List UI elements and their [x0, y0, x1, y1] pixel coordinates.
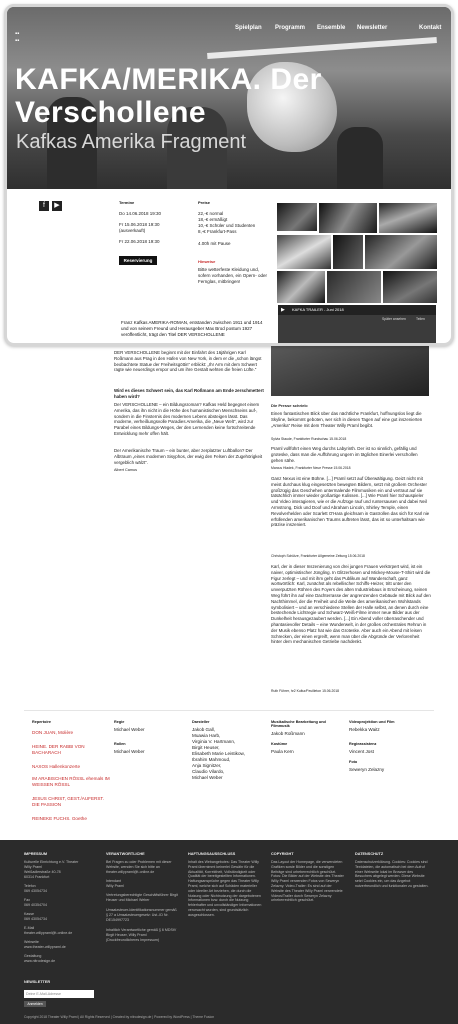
gallery-image[interactable] — [277, 235, 331, 269]
verantwortliche-text-4: Vertretungsberechtigte Geschäftsführer Birgit Heuser und Michael Weber — [106, 893, 178, 902]
hero-photo-figure — [337, 127, 383, 189]
regieassistenz-heading: Regieassistenz — [349, 742, 377, 746]
main-navigation — [7, 25, 451, 35]
impressum-line-2: Weißadlerstraße 40-78 — [24, 870, 61, 874]
musik-value: Jakob Roßmann — [271, 731, 305, 736]
gallery-image[interactable] — [319, 203, 377, 233]
musik-heading: Musikalische Bearbeitung und Filmmusik — [271, 720, 326, 728]
darsteller-6: Ibrahim Mahmoud, — [192, 757, 231, 762]
impressum-email[interactable]: theater.willypraml@t-online.de — [24, 931, 73, 935]
section-divider — [24, 710, 434, 711]
repertoire-item-heine[interactable]: HEINE. DER RABBI VON BACHARACH — [32, 744, 85, 755]
gallery-image[interactable] — [277, 203, 317, 231]
nav-item-spielplan[interactable]: Spielplan — [235, 25, 262, 31]
hero-banner — [7, 7, 451, 189]
press-quote-3: Ganz Nexus ist eine Bühne. [...] Praml setzt auf Überwältigung. Geizt nicht mit meist durchaus klug eingesetzten bewegten Bildern, setzt mit großem Orchester großzügig das Geschehen untermalende Filmmusiken ein und vertraut auf sie tatsächlich immer wieder großartige Kulissen. [...] Wie Praml hier Schauspieler und Video interagieren, wie er die Aufzüge rauf und runtersausen und dabei Neil Armstrong, Dick und Doof und Abraham Lincoln, Shirley Temple, einen Revolverhelden oder Scarlett O'Hara gleichsam in Gastrollen das sich für Karl nie erfüllenden amerikanischen Traums auftreten lässt, das ist so unterhaltsam wie präzise inszeniert. — [271, 476, 430, 528]
nav-item-newsletter[interactable]: Newsletter — [357, 25, 388, 31]
termin-date-3: Fr 22.06.2018 19:30 — [119, 239, 160, 244]
price-frankfurt-pass: 8,-€ Frankfurt-Pass — [198, 229, 237, 234]
impressum-line-7: 069 40354704 — [24, 903, 47, 907]
watch-later-label[interactable]: Später ansehen — [382, 317, 406, 321]
regie-heading: Regie — [114, 720, 125, 724]
impressum-line-9: 069 43054734 — [24, 917, 47, 921]
theater-logo-icon[interactable]: ▪▪ ▪▪ — [15, 31, 20, 44]
rollen-value: Michael Weber — [114, 749, 145, 754]
share-label[interactable]: Teilen — [416, 317, 425, 321]
darsteller-1: Jakob Gall, — [192, 727, 215, 732]
body-paragraph-2: Der VERSCHOLLENE – ein Bildungsroman? Kafkas Held begegnet einem Amerika, das ihn nicht in die Höhe des humanistischen Menschseins auf-, sondern in die Finsternis des modernen Lebens absteigen lässt. Das moderne, verheißungsvolle Paradies Amerika, die „Neue Welt“, wird zur Parabel eines Bildungs-Weges, der den Lernenden keine fortschreitende Entwicklung mehr offen hält. — [114, 402, 260, 436]
repertoire-heading: Repertoire — [32, 720, 51, 724]
darsteller-9: Michael Weber — [192, 775, 223, 780]
nav-item-ensemble[interactable]: Ensemble — [317, 25, 346, 31]
impressum-heading: IMPRESSUM — [24, 852, 47, 856]
price-reduced: 18,-€ ermäßigt — [198, 217, 228, 222]
photo-gallery — [277, 203, 437, 303]
repertoire-item-reineke[interactable]: REINEKE FUCHS. Goethe — [32, 816, 87, 821]
press-source-1: Sylvia Staude, Frankfurter Rundschau 15.06.2018 — [271, 437, 347, 441]
press-quote-4: Karl, der in dieser Inszenierung von drei jungen Frauen verkörpert wird, ist ein naiver, optimistischer Jüngling. In Glitzerhosen und Mickey-Mouse-T-Shirt wird die Figur zerlegt – und mit ihm geht das Publikum auf Wanderschaft, ganz wortwörtlich: Karl, zunächst als rebellischer Schiffs-Heizer, tritt unter den unverputzten Röhren des Foyers des alten Industriebaus in Erscheinung, seinen Weg führt ihn auf eine Dachterrasse der angrenzenden Gebäude mit Blick auf den Nachthimmel, der die Freiheit und die Weite des amerikanischen Wohlstands symbolisiert – und an verschiedene Stellen der Halle selbst, an denen durch eine bestechende Lichtregie und Schwarz-Weiß-Filme immer neue Bilder aus der Dunkelheit herausgezaubert werden. [...] Ein Abend voller überraschender und phantasievoller Details – eine Wunderwelt, in der großes orchestrales Rehrun in der Musik ebenso Platz hat wie das Groteske. Aber auch ein Abend mit leisen Schrecken, der einen ergreift, wenn man über die Abgründe der Verlorenheit hinter dem mechanischen Getriebe nachdenkt. — [271, 564, 431, 645]
video-player[interactable] — [278, 305, 436, 345]
copyright-heading: COPYRIGHT — [271, 852, 294, 856]
facebook-icon[interactable]: f — [39, 201, 49, 211]
video-heading: Videoprojektion und Film — [349, 720, 395, 724]
kostuem-value: Paula Kern — [271, 749, 294, 754]
verantwortliche-text-1: Bei Fragen zu oder Problemen mit dieser Website, wenden Sie sich bitte an theater.willypraml@t-online.de — [106, 860, 172, 874]
duration: 4.00h mit Pause — [198, 241, 231, 246]
haftung-text: Inhalt des Webangebotes: Das Theater Willy Praml übernimmt keinerlei Gewähr für die Aktualität, Korrektheit, Vollständigkeit oder Qualität der bereitgestellten Informationen. Haftungsansprüche gegen das Theater Willy Praml, welche sich auf Schäden materieller oder ideeller Art beziehen, die durch die Nutzung oder Nichtnutzung der dargebotenen Informationen bzw. durch die Nutzung fehlerhafter und unvollständiger Informationen verursacht wurden, sind grundsätzlich ausgeschlossen. — [188, 860, 262, 917]
youtube-icon[interactable]: ▶ — [52, 201, 62, 211]
impressum-line-8: Kasse — [24, 912, 34, 916]
impressum-line-4: Telefon — [24, 884, 36, 888]
tablet-viewport — [4, 4, 454, 346]
regie-value: Michael Weber — [114, 727, 145, 732]
darsteller-heading: Darsteller — [192, 720, 210, 724]
gallery-image[interactable] — [383, 271, 437, 303]
press-source-2: Marcus Hladek, Frankfurter Neue Presse 15.06.2018 — [271, 466, 351, 470]
darsteller-5: Elisabeth Marie Leistikow, — [192, 751, 245, 756]
foto-value: Seweryn Zelazny — [349, 767, 385, 772]
darsteller-8: Claudio Vilardo, — [192, 769, 225, 774]
play-intro-text: Franz Kafkas AMERIKA-ROMAN, entstanden zwischen 1911 und 1914 und von seinem Freund und Herausgeber Max Brod postum 1927 veröffentlicht, trägt den Titel DER VERSCHOLLENE — [121, 320, 263, 337]
body-question: Wird es dieses Schwert sein, das Karl Roßmann am Ende zerschmettert haben wird? — [114, 388, 264, 399]
production-photo — [271, 346, 429, 396]
page-subtitle: Kafkas Amerika Fragment — [16, 131, 247, 153]
nav-item-programm[interactable]: Programm — [275, 25, 306, 31]
impressum-line-3: 60314 Frankfurt — [24, 875, 50, 879]
impressum-line-14: Gestaltung — [24, 954, 42, 958]
press-quote-1: Einen fantastischen Blick über das nächtliche Frankfurt, hoffnungslos liegt die Skyline, bekommt geboten, wer sich in diesen Tagen auf eine gut inszenierten „Amerika“ Reise mit dem Theater Willy Praml begibt. — [271, 411, 423, 428]
quote-author: Albert Camus — [114, 468, 138, 472]
darsteller-7: Anja Signitzer, — [192, 763, 222, 768]
darsteller-2: Muawia Harb, — [192, 733, 221, 738]
darsteller-3: Virginia V. Hartmann, — [192, 739, 236, 744]
press-quote-2: Praml vollführt einen Weg durchs Labyrinth. Der ist so sinnlich, gefällig und groteske, dass man die Aufführung ungern im täglichen Einerlei verschollen gehen sähe. — [271, 446, 418, 463]
impressum-line-10: E-Mail — [24, 926, 35, 930]
press-source-4: Ruth Führer, hr2 Kultur/Feuilleton 15.06.2018 — [271, 689, 340, 693]
impressum-line-12: Webseite — [24, 940, 39, 944]
termine-heading: Termine — [119, 200, 135, 205]
hinweise-heading: Hinweise — [198, 259, 216, 264]
regieassistenz-value: Vincent Jost — [349, 749, 374, 754]
verantwortliche-heading: VERANTWORTLICHE — [106, 852, 145, 856]
reservation-button[interactable]: Reservierung — [119, 256, 157, 265]
haftung-heading: HAFTUNGSAUSSCHLUSS — [188, 852, 236, 856]
verantwortliche-text-2: Intendant — [106, 879, 121, 883]
play-icon[interactable]: ▶ — [281, 307, 285, 313]
darsteller-4: Birgit Heuser, — [192, 745, 220, 750]
gallery-image[interactable] — [379, 203, 437, 233]
verantwortliche-text-3: Willy Praml — [106, 884, 124, 888]
termin-sold-out: (ausverkauft) — [119, 228, 146, 233]
verantwortliche-text-5: Umsatzsteuer-Identifikationsnummer gemäß § 27 a Umsatzsteuergesetz: Ust.-ID Nr. DE154997723 — [106, 908, 177, 922]
press-source-3: Christoph Schütze, Frankfurter Allgemeine Zeitung 15.06.2018 — [271, 554, 365, 558]
copyright-text: Das Layout der Homepage, die verwendeten Grafiken sowie Bilder und die sonstigen Beiträge sind urheberrechtlich geschützt. Fotos: Die Bilder auf der Website des Theater Willy Praml verwenden Fotos von Seweryn Zelazny. Video-Trailer: Es sind auf der Website des Theater Willy Praml verwendete Videos/Trailer durch Seweryn Zelazny urheberrechtlich geschützt. — [271, 860, 344, 903]
preise-heading: Preise — [198, 200, 211, 205]
datenschutz-text: Datenschutzerklärung. Cookies: Cookies sind Textdateien, die automatisch bei dem Aufruf einer Webseite lokal im Browser des Besuchers abgelegt werden. Diese Website setzt Cookies ein, um das Angebot nutzerfreundlich und funktionaler zu gestalten. — [355, 860, 429, 888]
impressum-line-1: Kulturelle Einrichtung e.V. Theater Willy Praml — [24, 860, 79, 869]
foto-heading: Foto — [349, 760, 358, 764]
page-title: KAFKA/MERIKA. Der Verschollene — [15, 63, 322, 129]
video-value: Rebekka Waitz — [349, 727, 380, 732]
gallery-image[interactable] — [365, 235, 437, 269]
repertoire-item-naxos[interactable]: NAXOS Hallenkonzerte — [32, 764, 81, 769]
impressum-line-5: 069 43054734 — [24, 889, 47, 893]
verantwortliche-text-6: Inhaltlich Verantwortliche gemäß § 6 MDStV Birgit Heuser, Willy Praml (Druckfreundlicheres Impressum) — [106, 928, 177, 942]
copyright-line: Copyright 2018 Theater Willy Praml | All Rights Reserved | Created by nitrodesign.de | Powered by WordPress | Theme Fusion — [24, 1015, 215, 1019]
rollen-heading: Rollen — [114, 742, 126, 746]
newsletter-email-input[interactable]: Deine E-Mail-Adresse — [24, 990, 94, 998]
nav-item-kontakt[interactable]: Kontakt — [419, 25, 442, 31]
press-heading: Die Presse schrieb: — [271, 403, 309, 408]
repertoire-item-jesus[interactable]: JESUS CHRIST, GEST./AUFERST. DIE PASSION — [32, 796, 104, 807]
newsletter-subscribe-button[interactable]: Anmelden — [24, 1001, 46, 1007]
price-students: 10,-€ Schüler und Studenten — [198, 223, 256, 228]
datenschutz-heading: DATENSCHUTZ — [355, 852, 384, 856]
gallery-image[interactable] — [277, 271, 325, 303]
termin-date-1: Do 14.06.2018 19:30 — [119, 211, 162, 216]
kostuem-heading: Kostüme — [271, 742, 288, 746]
hinweise-text: Bitte wetterfeste Kleidung und, sofern vorhanden, ein Opern- oder Fernglas, mitbringen! — [198, 267, 268, 284]
body-paragraph-3: Der Amerikanische Traum – ein bunter, aber zerplatzter Luftballon? Der Albtraum „eines modernen Sisyphos, der ewig den Felsen der Zugehörigkeit vergeblich wälzt“. — [114, 448, 263, 465]
gallery-image[interactable] — [327, 271, 381, 303]
repertoire-item-don-juan[interactable]: DON JUAN, Molière — [32, 730, 74, 735]
newsletter-heading: NEWSLETTER — [24, 980, 51, 984]
body-paragraph-1: DER VERSCHOLLENE beginnt mit der Einfahrt des 16jährigen Karl Roßmann aus Prag in den Hafen von New York, in dem er die „schon längst beobachtete Statue der Freiheitsgöttin“ erblickt: „Ihr Arm mit dem Schwert ragte wie neuerdings empor und um ihre Gestalt wehten die freien Lüfte.“ — [114, 350, 262, 373]
video-title: KAFKA TRAILER - Juni 2018 — [278, 305, 436, 315]
impressum-website[interactable]: www.theater-willypraml.de — [24, 945, 66, 949]
price-normal: 22,-€ normal — [198, 211, 224, 216]
repertoire-item-roessl[interactable]: IM ARABISCHEN RÖSSL ehemals IM WEISSEN RÖSSL — [32, 776, 110, 787]
gallery-image[interactable] — [333, 235, 363, 269]
termin-date-2: Fr 15.06.2018 19:30 — [119, 222, 160, 227]
impressum-design-link[interactable]: www.nitrodesign.de — [24, 959, 56, 963]
impressum-line-6: Fax — [24, 898, 30, 902]
